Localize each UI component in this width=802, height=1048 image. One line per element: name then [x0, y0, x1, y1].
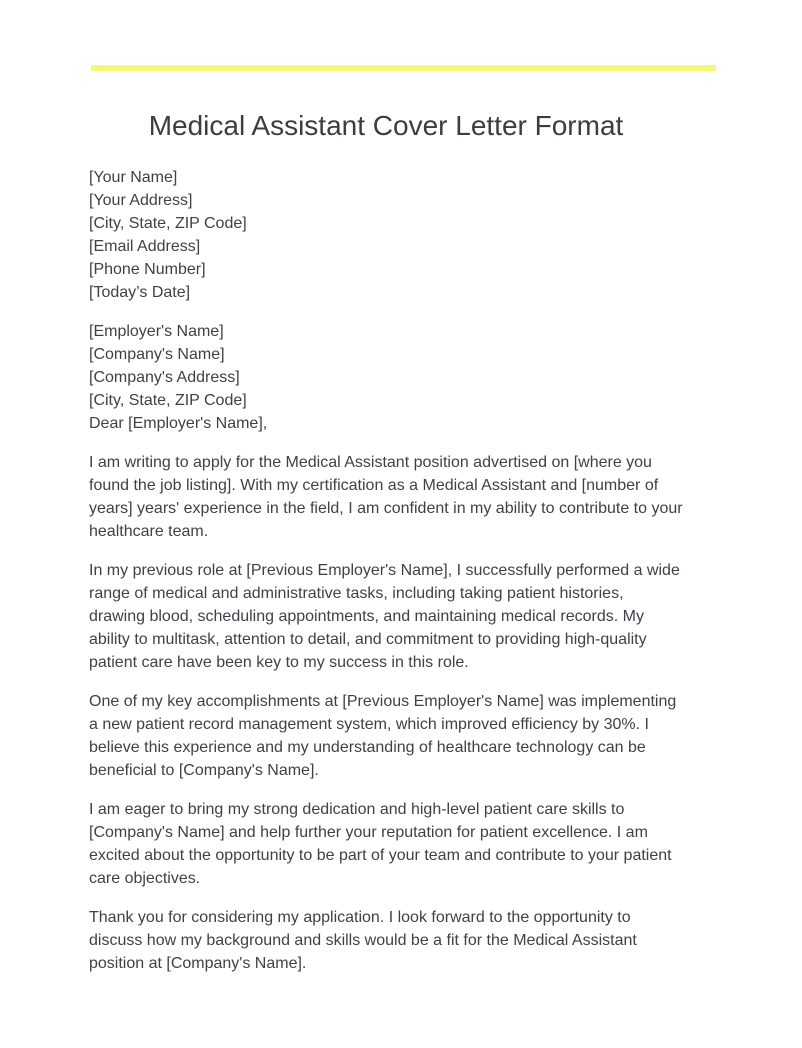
paragraph-line: Thank you for considering my application. I look forward to the opportunity to — [89, 909, 631, 926]
company-name: [Company's Name] — [89, 346, 225, 363]
paragraph-line: ability to multitask, attention to detail, and commitment to providing high-quality — [89, 631, 647, 648]
paragraph-line: One of my key accomplishments at [Previous Employer's Name] was implementing — [89, 693, 677, 710]
paragraph-previous-role — [89, 559, 699, 674]
paragraph-line: range of medical and administrative tasks, including taking patient histories, — [89, 585, 624, 602]
title-accent-bar — [91, 65, 716, 71]
employer-name: [Employer's Name] — [89, 323, 224, 340]
salutation: Dear [Employer's Name], — [89, 415, 268, 432]
paragraph-line: position at [Company's Name]. — [89, 955, 307, 972]
paragraph-line: beneficial to [Company's Name]. — [89, 762, 319, 779]
paragraph-line: In my previous role at [Previous Employer's Name], I successfully performed a wide — [89, 562, 680, 579]
paragraph-line: a new patient record management system, which improved efficiency by 30%. I — [89, 716, 649, 733]
sender-address: [Your Address] — [89, 192, 193, 209]
paragraph-line: I am eager to bring my strong dedication and high-level patient care skills to — [89, 801, 625, 818]
paragraph-line: years] years' experience in the field, I am confident in my ability to contribute to your — [89, 500, 683, 517]
paragraph-line: patient care have been key to my success in this role. — [89, 654, 469, 671]
paragraph-closing — [89, 906, 699, 975]
paragraph-line: [Company's Name] and help further your reputation for patient excellence. I am — [89, 824, 648, 841]
letter-body — [89, 166, 699, 991]
paragraph-line: found the job listing]. With my certification as a Medical Assistant and [number of — [89, 477, 659, 494]
sender-email: [Email Address] — [89, 238, 201, 255]
company-address: [Company's Address] — [89, 369, 240, 386]
sender-city-state-zip: [City, State, ZIP Code] — [89, 215, 247, 232]
paragraph-accomplishments — [89, 690, 699, 782]
paragraph-line: believe this experience and my understanding of healthcare technology can be — [89, 739, 646, 756]
paragraph-intro — [89, 451, 699, 543]
paragraph-line: drawing blood, scheduling appointments, and maintaining medical records. My — [89, 608, 644, 625]
sender-name: [Your Name] — [89, 169, 178, 186]
paragraph-line: care objectives. — [89, 870, 201, 887]
paragraph-line: discuss how my background and skills would be a fit for the Medical Assistant — [89, 932, 637, 949]
recipient-block — [89, 320, 699, 435]
sender-phone: [Phone Number] — [89, 261, 206, 278]
letter-date: [Today’s Date] — [89, 284, 191, 301]
paragraph-line: excited about the opportunity to be part of your team and contribute to your patient — [89, 847, 672, 864]
sender-block — [89, 166, 699, 304]
paragraph-line: I am writing to apply for the Medical Assistant position advertised on [where you — [89, 454, 652, 471]
paragraph-line: healthcare team. — [89, 523, 209, 540]
paragraph-eagerness — [89, 798, 699, 890]
page-title: Medical Assistant Cover Letter Format — [148, 110, 624, 141]
company-city-state-zip: [City, State, ZIP Code] — [89, 392, 247, 409]
